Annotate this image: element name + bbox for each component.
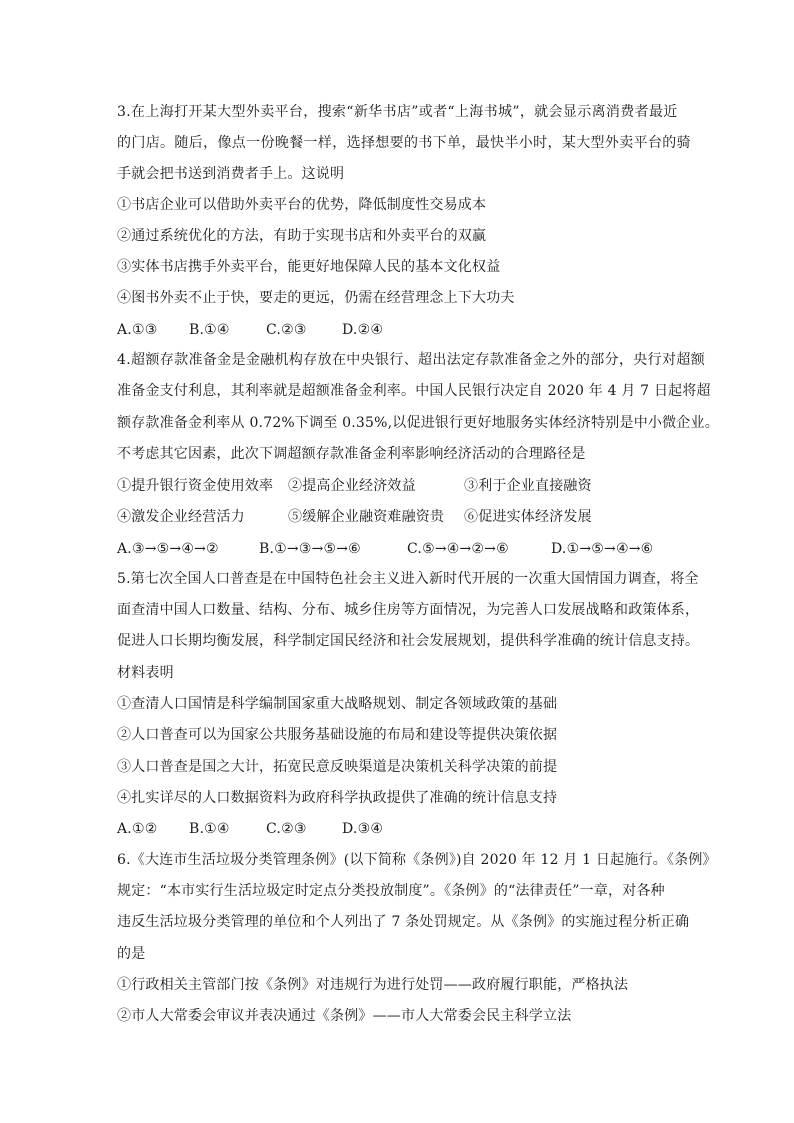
q4-item: ③利于企业直接融资 — [464, 478, 592, 494]
q5-option-b: B.①④ — [189, 821, 230, 837]
q4-item: ①提升银行资金使用效率 — [117, 478, 274, 494]
q3-item: ④图书外卖不止于快，要走的更远，仍需在经营理念上下大功夫 — [117, 290, 515, 306]
q6-item: ②市人大常委会审议并表决通过《条例》——市人大常委会民主科学立法 — [117, 1008, 572, 1024]
q3-option-c: C.②③ — [266, 322, 307, 338]
q5-option-c: C.②③ — [266, 821, 307, 837]
q5-item: ③人口普查是国之大计，拓宽民意反映渠道是决策机关科学决策的前提 — [117, 759, 558, 775]
q5-item: ②人口普查可以为国家公共服务基础设施的布局和建设等提供决策依据 — [117, 727, 558, 743]
q5-option-d: D.③④ — [342, 821, 384, 837]
q6-stem-line: 的是 — [117, 946, 146, 962]
q5-stem-line: 促进人口长期均衡发展，科学制定国民经济和社会发展规划，提供科学准确的统计信息支持。 — [117, 633, 700, 649]
q3-stem-line: 的门店。随后，像点一份晚餐一样，选择想要的书下单，最快半小时，某大型外卖平台的骑 — [117, 135, 691, 151]
q4-option-c: C.⑤→④→②→⑥ — [407, 541, 509, 557]
q3-stem-line: 3.在上海打开某大型外卖平台，搜索“新华书店”或者“上海书城”，就会显示离消费者最近 — [117, 104, 678, 120]
q3-item: ①书店企业可以借助外卖平台的优势，降低制度性交易成本 — [117, 197, 487, 213]
q5-item: ①查清人口国情是科学编制国家重大战略规划、制定各领域政策的基础 — [117, 696, 558, 712]
q3-item: ③实体书店携手外卖平台，能更好地保障人民的基本文化权益 — [117, 259, 501, 275]
q4-item: ⑥促进实体经济发展 — [464, 509, 592, 525]
q5-stem-line: 面查清中国人口数量、结构、分布、城乡住房等方面情况，为完善人口发展战略和政策体系， — [117, 602, 700, 618]
q5-item: ④扎实详尽的人口数据资料为政府科学执政提供了准确的统计信息支持 — [117, 790, 558, 806]
q4-stem-line: 额存款准备金利率从 0.72%下调至 0.35%,以促进银行更好地服务实体经济特别是中小微企业。 — [117, 415, 719, 431]
q6-item: ①行政相关主管部门按《条例》对违规行为进行处罚——政府履行职能，严格执法 — [117, 977, 629, 993]
q3-option-a: A.①③ — [117, 322, 158, 338]
q6-stem-line: 违反生活垃圾分类管理的单位和个人列出了 7 条处罚规定。从《条例》的实施过程分析正确 — [117, 914, 690, 930]
q3-option-b: B.①④ — [189, 322, 230, 338]
q4-option-a: A.③→⑤→④→② — [117, 541, 219, 557]
q6-stem-line: 规定：“本市实行生活垃圾定时定点分类投放制度”。《条例》的“法律责任”一章，对各种 — [117, 883, 665, 899]
q4-stem-line: 不考虑其它因素，此次下调超额存款准备金利率影响经济活动的合理路径是 — [117, 446, 586, 462]
q4-option-d: D.①→⑤→④→⑥ — [551, 541, 654, 557]
q3-stem-line: 手就会把书送到消费者手上。这说明 — [117, 166, 345, 182]
q5-stem-line: 5.第七次全国人口普查是在中国特色社会主义进入新时代开展的一次重大国情国力调查，将全 — [117, 571, 699, 587]
q4-stem-line: 准备金支付利息，其利率就是超额准备金利率。中国人民银行决定自 2020 年 4 月 7 日起将超 — [117, 383, 711, 399]
q6-stem-line: 6.《大连市生活垃圾分类管理条例》(以下简称《条例》)自 2020 年 12 月 1 日起施行。《条例》 — [117, 852, 717, 868]
q4-stem-line: 4.超额存款准备金是金融机构存放在中央银行、超出法定存款准备金之外的部分，央行对超额 — [117, 352, 706, 368]
q4-item: ⑤缓解企业融资难融资贵 — [288, 509, 445, 525]
q4-option-b: B.①→③→⑤→⑥ — [259, 541, 361, 557]
q4-item: ②提高企业经济效益 — [288, 478, 416, 494]
q5-option-a: A.①② — [117, 821, 158, 837]
q3-option-d: D.②④ — [342, 322, 384, 338]
q3-item: ②通过系统优化的方法，有助于实现书店和外卖平台的双赢 — [117, 228, 487, 244]
q5-stem-line: 材料表明 — [117, 665, 174, 681]
q4-item: ④激发企业经营活力 — [117, 509, 245, 525]
